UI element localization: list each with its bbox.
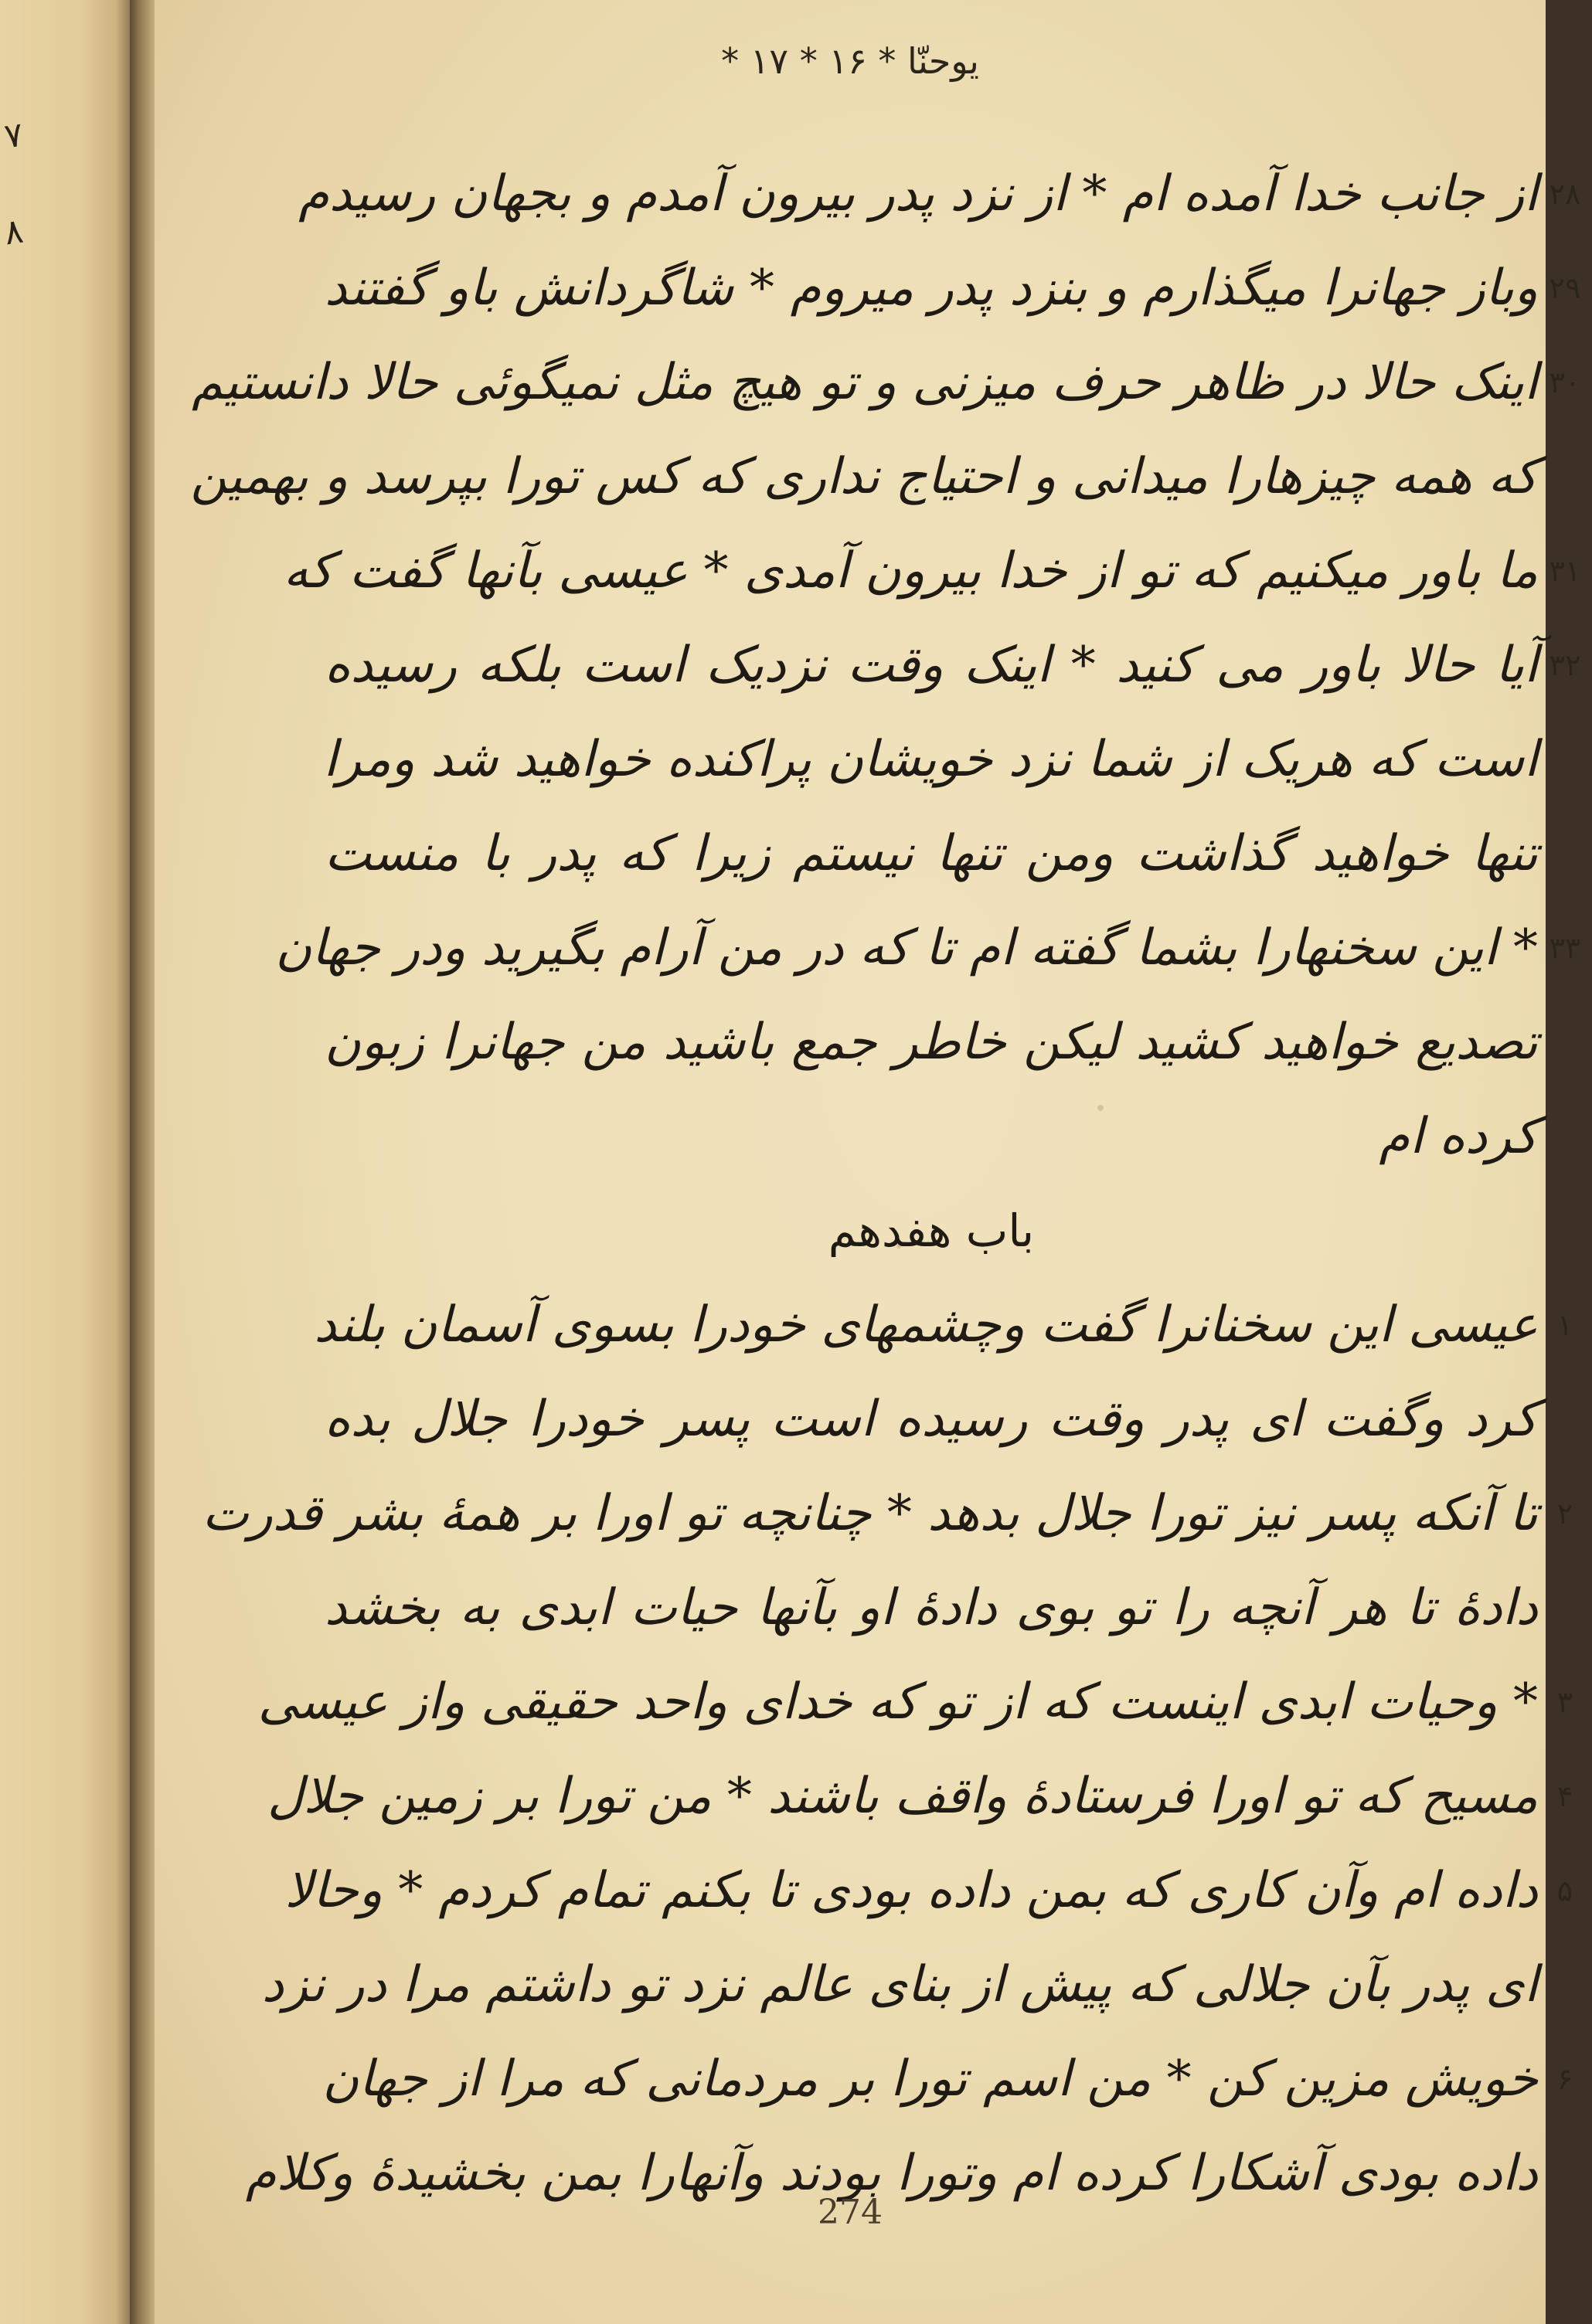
text-line [257,1655,1592,1749]
verse-text: مسیح که تو اورا فرستادهٔ واقف باشند * من تورا بر زمین جلال [267,1768,1538,1825]
text-line [192,335,1592,430]
verse-number: ٣١ [1549,554,1581,588]
verse-text: داده ام وآن کاری که بمن داده بودی تا بکنم تمام کردم * وحالا [284,1862,1538,1919]
verse-number: ٢٨ [1549,177,1581,211]
verse-text: * این سخنهارا بشما گفته ام تا که در من آرام بگیرید ودر جهان [275,919,1538,977]
verse-text: ای پدر بآن جلالی که پیش از بنای عالم نزد تو داشتم مرا در نزد [261,1956,1538,2013]
verse-number: ٣٣ [1549,931,1581,965]
scripture-text [190,147,1592,2220]
chapter-title: باب هفدهم [828,1204,1035,1257]
verse-text: ما باور میکنیم که تو از خدا بیرون آمدی * عیسی بآنها گفت که [283,542,1538,600]
text-line [325,1561,1592,1655]
verse-text: آیا حالا باور می کنید * اینک وقت نزدیک است بلکه رسیده [325,637,1539,694]
verse-number: ٣٢ [1549,648,1581,682]
text-line [325,1089,1592,1184]
text-line [314,1278,1592,1372]
left-page-number: ۸ [2,211,26,253]
verse-text: کرد وگفت ای پدر وقت رسیده است پسر خودرا جلال بده [325,1391,1538,1448]
verse-text: داده بودی آشکارا کرده ام وتورا بودند وآنهارا بمن بخشیدهٔ وکلام [245,2145,1538,2202]
text-line [325,618,1592,712]
left-facing-page [0,0,131,2324]
verse-text: اینک حالا در ظاهر حرف میزنی و تو هیچ مثل نمیگوئی حالا دانستیم [192,354,1538,411]
verse-text: عیسی این سخنانرا گفت وچشمهای خودرا بسوی آسمان بلند [314,1296,1538,1354]
text-line [325,241,1592,335]
verse-text: است که هریک از شما نزد خویشان پراکنده خواهید شد ومرا [323,731,1538,788]
verse-number: ٣٠ [1549,365,1581,399]
text-line [325,807,1592,901]
text-line [202,1466,1592,1561]
verse-number: ٢ [1556,1497,1573,1531]
verse-number: ١ [1556,1308,1573,1342]
verse-text: خویش مزین کن * من اسم تورا بر مردمانی که مرا از جهان [322,2050,1538,2108]
verse-number: ۶ [1556,2062,1573,2096]
verse-text: از جانب خدا آمده ام * از نزد پدر بیرون آمدم و بجهان رسیدم [298,165,1538,223]
verse-number: ٢٩ [1549,271,1581,305]
verse-text: وباز جهانرا میگذارم و بنزد پدر میروم * شاگردانش باو گفتند [325,260,1538,317]
page-number: 274 [818,2193,883,2232]
text-line [190,430,1592,524]
left-page-number: ۷ [2,114,26,157]
text-line [325,995,1592,1089]
text-line [267,1749,1592,1843]
verse-number: ۵ [1556,1874,1573,1908]
verse-text: کرده ام [1379,1108,1538,1165]
verse-text: که همه چیزهارا میدانی و احتیاج نداری که کس تورا بپرسد و بهمین [190,448,1538,505]
verse-text: تا آنکه پسر نیز تورا جلال بدهد * چنانچه تو اورا بر همهٔ بشر قدرت [202,1485,1538,1542]
main-page [155,0,1581,2324]
book-gutter [130,0,158,2324]
verse-text: * وحیات ابدی اینست که از تو که خدای واحد حقیقی واز عیسی [257,1673,1538,1731]
verse-text: دادهٔ تا هر آنچه را تو بوی دادهٔ او بآنها حیات ابدی به بخشد [325,1579,1538,1636]
text-line [261,1938,1592,2032]
text-line [275,901,1592,995]
verse-number: ۴ [1556,1779,1573,1813]
text-line [298,147,1592,241]
text-line [325,1372,1592,1466]
text-line [284,1843,1592,1938]
text-line [283,524,1592,618]
verse-text: تصدیع خواهید کشید لیکن خاطر جمع باشید من جهانرا زبون [325,1014,1538,1071]
running-header: یوحنّا * ١۶ * ١٧ * [721,40,979,82]
verse-number: ٣ [1556,1685,1573,1719]
text-line [325,712,1592,807]
verse-text: تنها خواهید گذاشت ومن تنها نیستم زیرا که پدر با منست [325,825,1539,882]
text-line [322,2032,1592,2126]
